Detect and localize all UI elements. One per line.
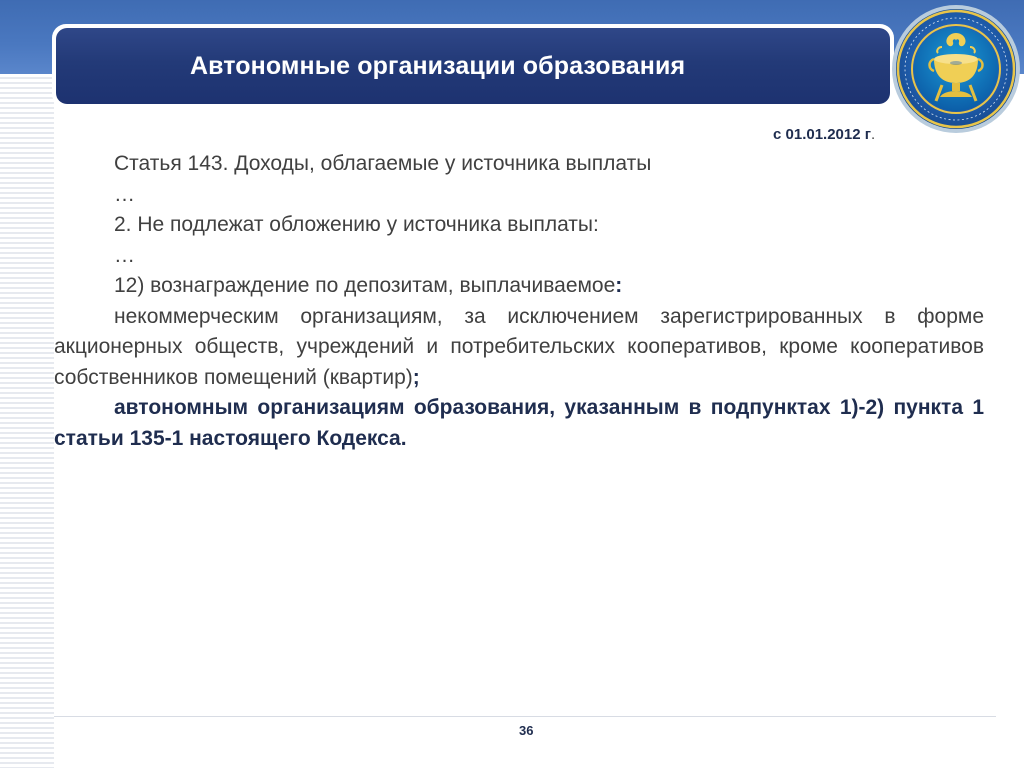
title-bar	[52, 24, 894, 108]
clause-2: 2. Не подлежат обложению у источника выплаты:	[114, 213, 599, 236]
effective-date-note	[773, 126, 875, 143]
effective-date-dot: .	[871, 126, 876, 143]
title-bar-inner	[56, 28, 890, 104]
non-commercial-paragraph	[54, 302, 984, 394]
left-striped-margin	[0, 74, 54, 768]
article-heading: Статья 143. Доходы, облагаемые у источника выплаты	[114, 152, 652, 175]
state-revenue-service-emblem-icon	[890, 3, 1022, 135]
non-commercial-semicolon: ;	[412, 365, 420, 389]
non-commercial-text: некоммерческим организациям, за исключением зарегистрированных в форме акционерных обществ, учреждений и потребительских кооперативов, кроме кооперативов собственников помещений (квартир)	[54, 304, 984, 389]
article-text	[54, 149, 984, 454]
subclause-12-colon: :	[615, 274, 623, 297]
slide-title: Автономные организации образования	[190, 51, 686, 80]
subclause-12	[54, 271, 984, 302]
page-number: 36	[519, 723, 534, 738]
footer-divider	[54, 716, 996, 717]
ellipsis-2: …	[114, 243, 135, 267]
subclause-12-text: 12) вознаграждение по депозитам, выплачиваемое	[114, 274, 616, 297]
effective-date-text: с 01.01.2012 г	[773, 126, 871, 143]
ellipsis-1: …	[114, 182, 135, 206]
autonomous-organizations-paragraph: автономным организациям образования, указанным в подпунктах 1)-2) пункта 1 статьи 135-1 настоящего Кодекса.	[54, 396, 984, 450]
